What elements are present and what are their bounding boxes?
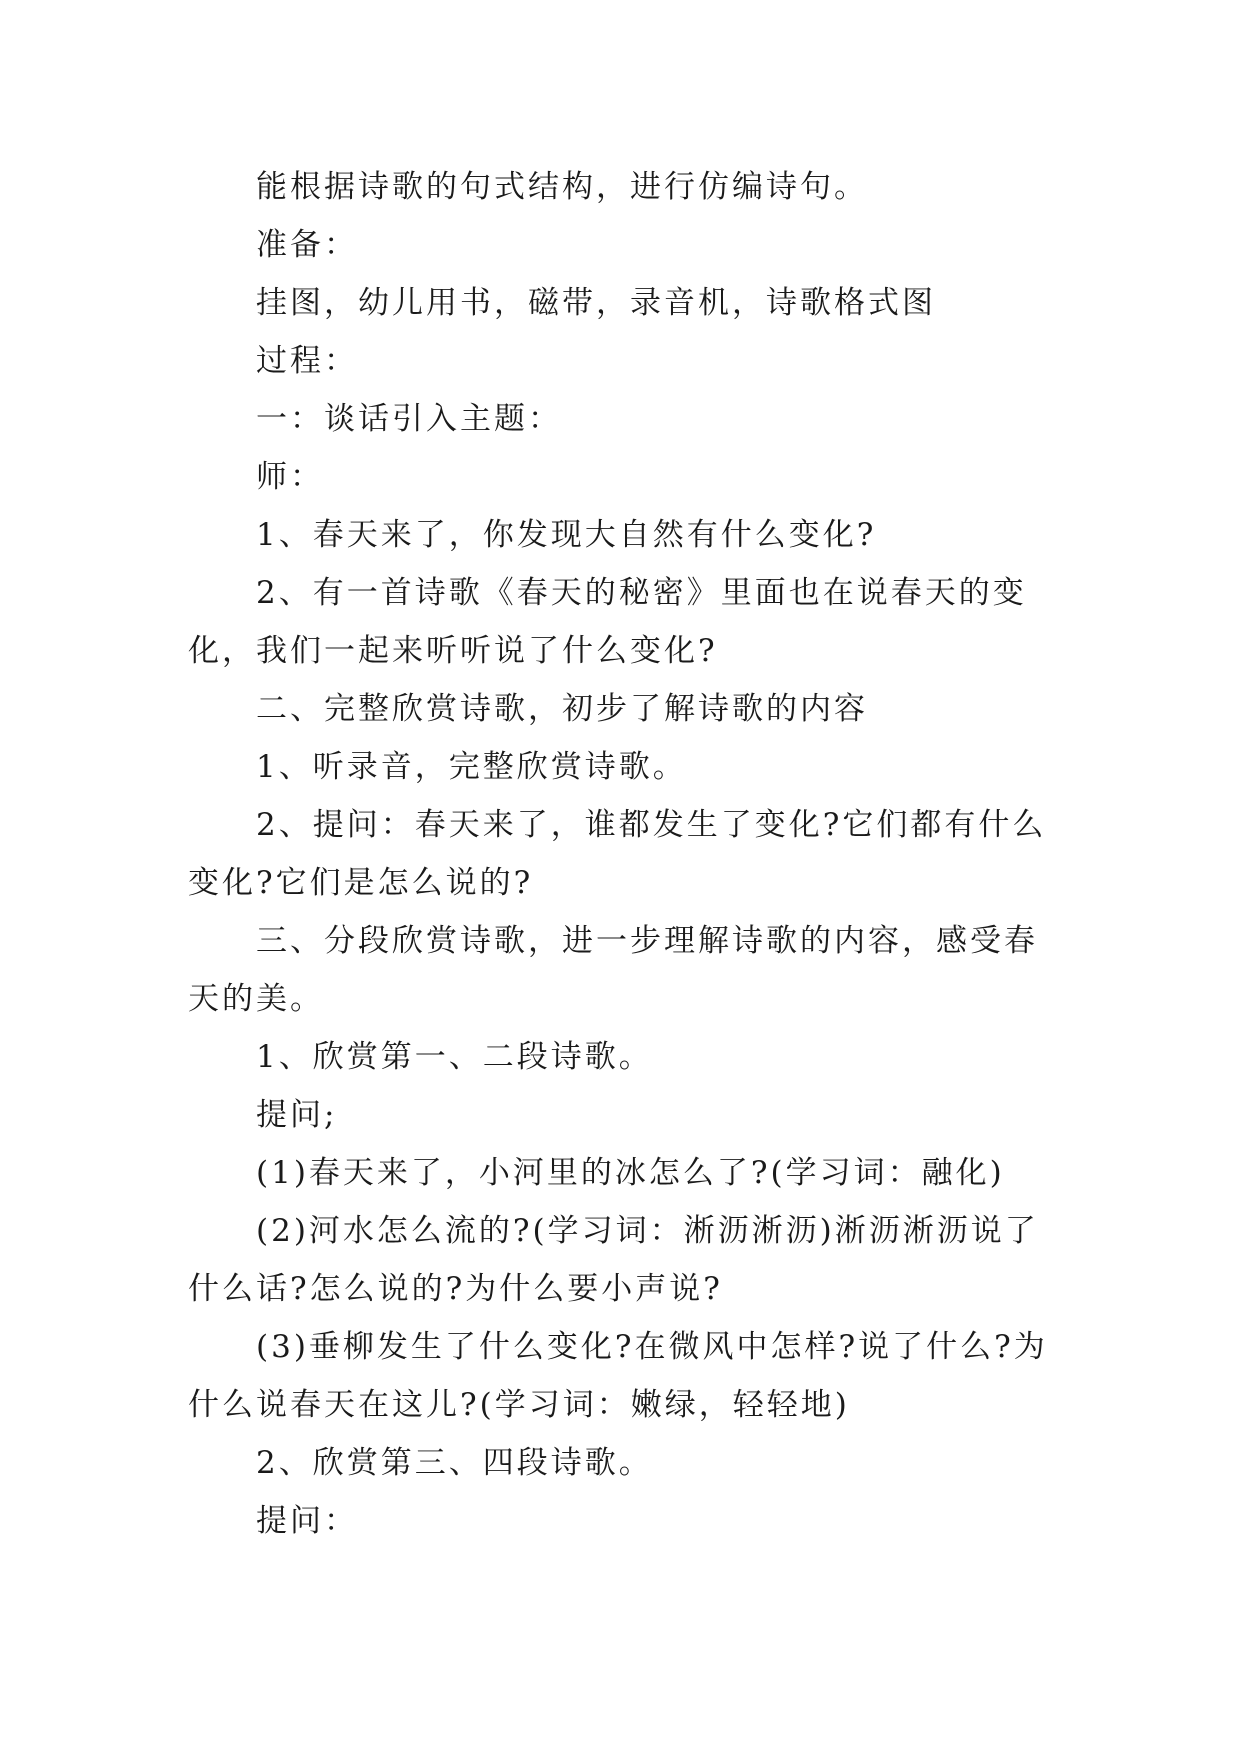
paragraph-listen: 1、听录音，完整欣赏诗歌。	[256, 749, 687, 785]
paragraph-teacher: 师：	[256, 459, 324, 495]
paragraph-ask: 2、提问：春天来了，谁都发生了变化?它们都有什么变化?它们是怎么说的?	[188, 807, 1047, 901]
paragraph-sub-question-3: (3)垂柳发生了什么变化?在微风中怎样?说了什么?为什么说春天在这儿?(学习词：嫩绿，轻轻地)	[188, 1329, 1048, 1423]
document-body	[188, 158, 1068, 1550]
paragraph-ask-label-2: 提问：	[256, 1503, 358, 1539]
paragraph-step-three: 三、分段欣赏诗歌，进一步理解诗歌的内容，感受春天的美。	[188, 923, 1038, 1017]
paragraph-step-two: 二、完整欣赏诗歌，初步了解诗歌的内容	[256, 691, 868, 727]
paragraph-step-one: 一：谈话引入主题：	[256, 401, 562, 437]
paragraph-sub-question-2: (2)河水怎么流的?(学习词：淅沥淅沥)淅沥淅沥说了什么话?怎么说的?为什么要小声说?	[188, 1213, 1039, 1307]
paragraph-section-1-2: 1、欣赏第一、二段诗歌。	[256, 1039, 653, 1075]
paragraph-question-1: 1、春天来了，你发现大自然有什么变化?	[256, 517, 877, 553]
paragraph-section-3-4: 2、欣赏第三、四段诗歌。	[256, 1445, 653, 1481]
paragraph-goal: 能根据诗歌的句式结构，进行仿编诗句。	[256, 169, 868, 205]
paragraph-materials: 挂图，幼儿用书，磁带，录音机，诗歌格式图	[256, 285, 936, 321]
paragraph-question-2: 2、有一首诗歌《春天的秘密》里面也在说春天的变化，我们一起来听听说了什么变化?	[188, 575, 1027, 669]
paragraph-sub-question-1: (1)春天来了，小河里的冰怎么了?(学习词：融化)	[256, 1155, 1005, 1191]
paragraph-preparation-heading: 准备：	[256, 227, 358, 263]
paragraph-ask-label-1: 提问;	[256, 1097, 338, 1133]
paragraph-process-heading: 过程：	[256, 343, 358, 379]
